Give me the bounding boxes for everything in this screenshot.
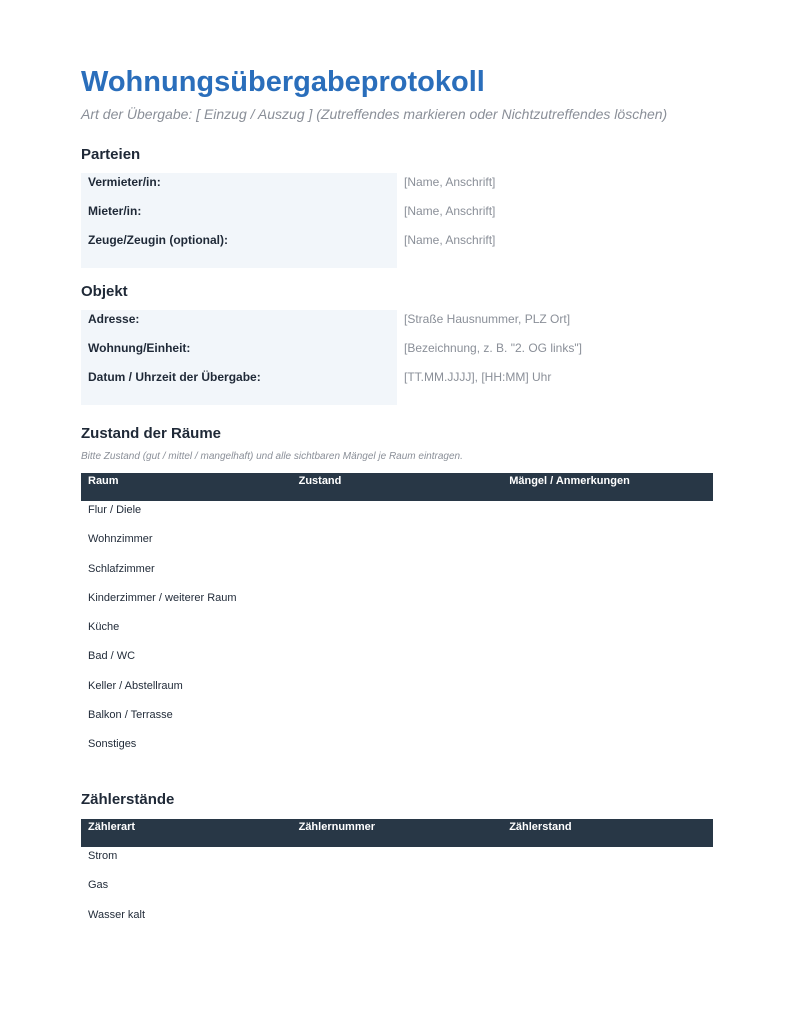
objekt-row	[81, 368, 713, 397]
room-name: Flur / Diele	[88, 504, 142, 516]
room-condition-cell[interactable]	[292, 677, 503, 706]
zaehler-table-header	[81, 819, 713, 847]
meter-type: Gas	[88, 879, 109, 892]
column-header-zaehlernummer: Zählernummer	[298, 821, 376, 833]
document-title: Wohnungsübergabeprotokoll	[81, 66, 485, 98]
room-condition-cell[interactable]	[292, 618, 503, 647]
objekt-table	[81, 310, 713, 405]
room-name: Schlafzimmer	[88, 562, 155, 575]
room-defects-cell[interactable]	[502, 501, 713, 530]
parteien-value-vermieter[interactable]: [Name, Anschrift]	[404, 175, 496, 189]
room-name: Wohnzimmer	[88, 533, 153, 546]
objekt-value-datum[interactable]: [TT.MM.JJJJ], [HH:MM] Uhr	[404, 370, 552, 384]
room-name: Bad / WC	[88, 650, 136, 663]
room-name: Keller / Abstellraum	[88, 679, 183, 692]
meter-number-cell[interactable]	[292, 847, 503, 876]
room-condition-cell[interactable]	[292, 560, 503, 589]
table-row	[81, 647, 713, 676]
column-header-raum: Raum	[88, 475, 119, 487]
meter-reading-cell[interactable]	[502, 906, 713, 935]
table-row	[81, 589, 713, 618]
raeume-instruction-note: Bitte Zustand (gut / mittel / mangelhaft) und alle sichtbaren Mängel je Raum eintragen.	[81, 451, 463, 462]
raeume-table	[81, 473, 713, 765]
section-heading-raeume: Zustand der Räume	[81, 425, 222, 442]
table-row	[81, 530, 713, 559]
parteien-table	[81, 173, 713, 268]
table-padding	[81, 397, 397, 405]
objekt-row	[81, 339, 713, 368]
meter-number-cell[interactable]	[292, 876, 503, 905]
table-row	[81, 501, 713, 530]
column-header-zaehlerart: Zählerart	[88, 821, 136, 833]
table-row	[81, 876, 713, 905]
parteien-label-vermieter: Vermieter/in:	[81, 173, 397, 202]
parteien-label-zeuge: Zeuge/Zeugin (optional):	[81, 231, 397, 260]
table-row	[81, 618, 713, 647]
table-row	[81, 706, 713, 735]
room-condition-cell[interactable]	[292, 589, 503, 618]
parteien-row	[81, 202, 713, 231]
objekt-label-einheit: Wohnung/Einheit:	[81, 339, 397, 368]
table-padding	[81, 260, 397, 268]
room-name: Sonstiges	[88, 738, 137, 751]
room-defects-cell[interactable]	[502, 677, 713, 706]
room-name: Balkon / Terrasse	[88, 709, 173, 722]
parteien-value-zeuge[interactable]: [Name, Anschrift]	[404, 233, 496, 247]
table-row	[81, 906, 713, 935]
objekt-label-datum: Datum / Uhrzeit der Übergabe:	[81, 368, 397, 397]
room-defects-cell[interactable]	[502, 560, 713, 589]
parteien-label-mieter: Mieter/in:	[81, 202, 397, 231]
table-row	[81, 735, 713, 764]
room-name: Küche	[88, 621, 120, 634]
table-row	[81, 677, 713, 706]
objekt-row	[81, 310, 713, 339]
parteien-row	[81, 231, 713, 260]
room-defects-cell[interactable]	[502, 589, 713, 618]
column-header-zaehlerstand: Zählerstand	[509, 821, 572, 833]
room-condition-cell[interactable]	[292, 647, 503, 676]
meter-reading-cell[interactable]	[502, 876, 713, 905]
room-defects-cell[interactable]	[502, 706, 713, 735]
objekt-label-adresse: Adresse:	[81, 310, 397, 339]
room-defects-cell[interactable]	[502, 618, 713, 647]
room-defects-cell[interactable]	[502, 735, 713, 764]
section-heading-zaehler: Zählerstände	[81, 791, 175, 808]
room-name: Kinderzimmer / weiterer Raum	[88, 591, 237, 604]
zaehler-table	[81, 819, 713, 935]
parteien-row	[81, 173, 713, 202]
room-defects-cell[interactable]	[502, 647, 713, 676]
section-heading-objekt: Objekt	[81, 283, 128, 300]
room-defects-cell[interactable]	[502, 530, 713, 559]
room-condition-cell[interactable]	[292, 735, 503, 764]
meter-type: Wasser kalt	[88, 908, 146, 921]
handover-type-subtitle: Art der Übergabe: [ Einzug / Auszug ] (Zutreffendes markieren oder Nichtzutreffendes löschen)	[81, 106, 668, 122]
section-heading-parteien: Parteien	[81, 146, 141, 163]
parteien-value-mieter[interactable]: [Name, Anschrift]	[404, 204, 496, 218]
raeume-table-header	[81, 473, 713, 501]
table-row	[81, 847, 713, 876]
room-condition-cell[interactable]	[292, 530, 503, 559]
column-header-maengel: Mängel / Anmerkungen	[509, 475, 630, 487]
table-row	[81, 560, 713, 589]
meter-number-cell[interactable]	[292, 906, 503, 935]
column-header-zustand: Zustand	[298, 475, 342, 487]
objekt-value-einheit[interactable]: [Bezeichnung, z. B. "2. OG links"]	[404, 341, 582, 355]
room-condition-cell[interactable]	[292, 501, 503, 530]
room-condition-cell[interactable]	[292, 706, 503, 735]
meter-reading-cell[interactable]	[502, 847, 713, 876]
meter-type: Strom	[88, 850, 118, 862]
objekt-value-adresse[interactable]: [Straße Hausnummer, PLZ Ort]	[404, 312, 571, 326]
